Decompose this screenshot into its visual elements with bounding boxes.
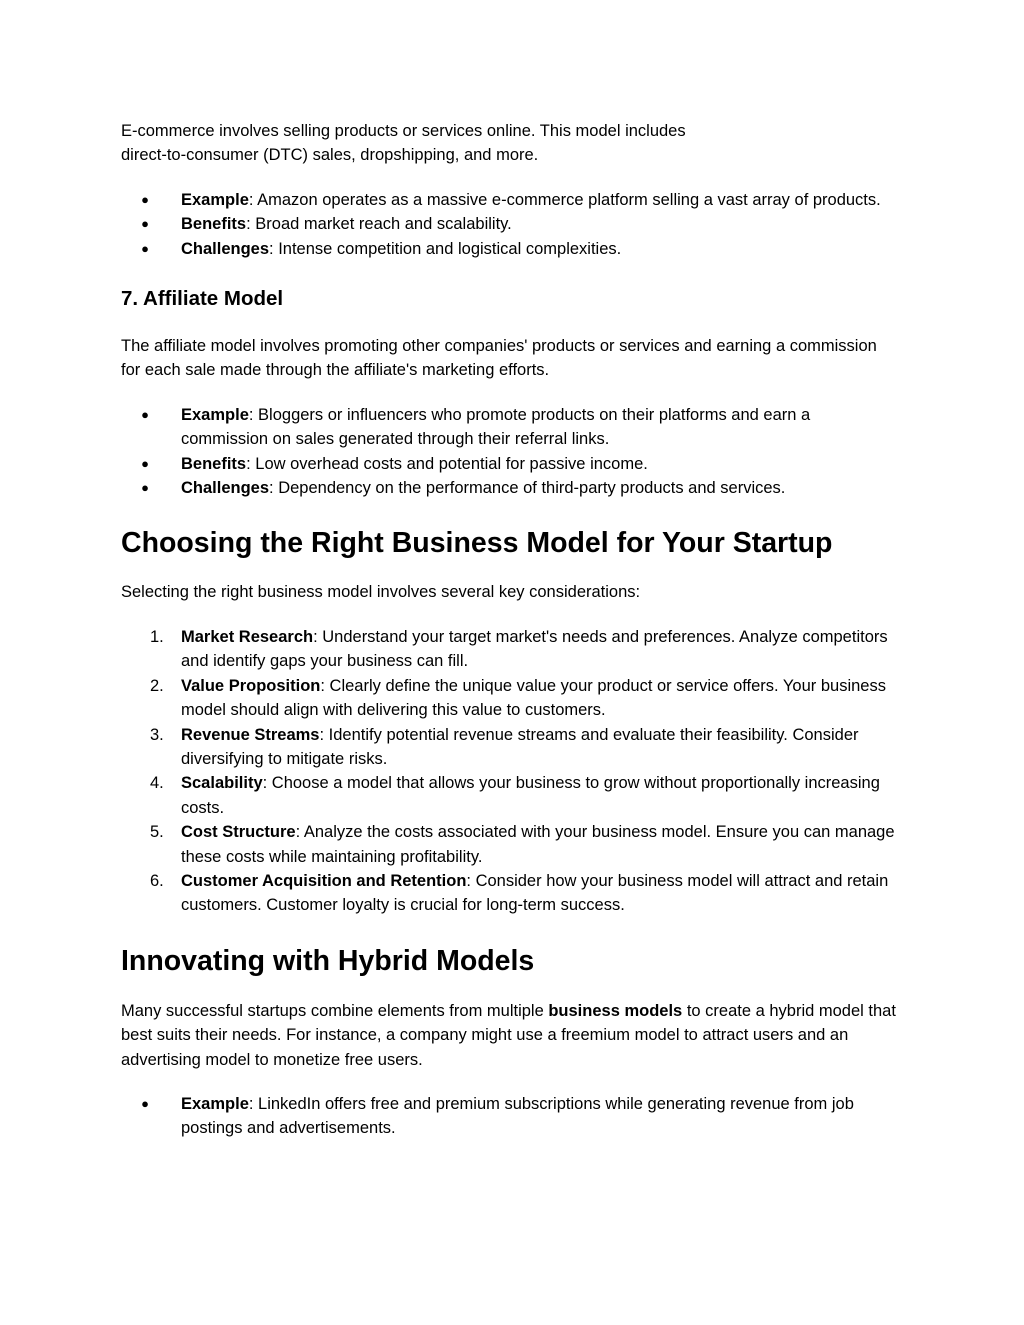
hybrid-intro-after: to create a hybrid model that best suits their needs. For instance, a company might use a freemium model to attract users and an advertising model to monetize free users. <box>121 1001 896 1069</box>
affiliate-intro: The affiliate model involves promoting other companies' products or services and earning a commission for each sale made through the affiliate's marketing efforts. <box>121 337 877 380</box>
item-text: : Amazon operates as a massive e-commerce platform selling a vast array of products. <box>248 190 881 209</box>
item-label: Example <box>181 1094 249 1113</box>
item-text: : Low overhead costs and potential for passive income. <box>246 454 648 473</box>
ecommerce-bullets <box>121 188 891 261</box>
list-item <box>121 476 891 500</box>
item-label: Challenges <box>181 239 270 258</box>
item-text: : Analyze the costs associated with your business model. Ensure you can manage these costs while maintaining profitability. <box>181 823 895 866</box>
hybrid-bullets <box>121 1092 911 1141</box>
bullet-icon: ● <box>141 216 149 232</box>
item-number: 3. <box>150 725 164 744</box>
item-text: : Bloggers or influencers who promote products on their platforms and earn a commission on sales generated through their referral links. <box>181 405 811 449</box>
ecommerce-intro-line1: E-commerce involves selling products or services online. This model includes <box>121 122 686 140</box>
list-item <box>121 625 911 674</box>
list-item <box>121 212 891 236</box>
list-item <box>121 188 891 212</box>
hybrid-heading: Innovating with Hybrid Models <box>121 944 535 977</box>
item-text: : LinkedIn offers free and premium subscriptions while generating revenue from job postings and advertisements. <box>181 1094 854 1138</box>
bullet-icon: ● <box>141 1095 149 1111</box>
item-text: : Clearly define the unique value your product or service offers. Your business model should align with delivering this value to customers. <box>181 676 886 720</box>
item-number: 5. <box>150 823 164 842</box>
item-label: Customer Acquisition and Retention <box>181 871 467 890</box>
item-label: Benefits <box>181 454 247 473</box>
item-number: 2. <box>150 676 164 695</box>
list-item <box>121 723 911 772</box>
item-text: : Identify potential revenue streams and evaluate their feasibility. Consider diversifying to mitigate risks. <box>181 725 859 768</box>
item-label: Example <box>181 405 249 424</box>
hybrid-intro-bold: business models <box>548 1001 683 1020</box>
affiliate-bullets <box>121 403 891 501</box>
ecommerce-intro-line2: direct-to-consumer (DTC) sales, dropshipping, and more. <box>121 146 539 165</box>
item-text: : Broad market reach and scalability. <box>246 215 512 234</box>
ecommerce-intro <box>121 119 911 168</box>
item-label: Revenue Streams <box>181 725 320 744</box>
affiliate-heading: 7. Affiliate Model <box>121 287 284 311</box>
bullet-icon: ● <box>141 480 149 496</box>
item-text: : Intense competition and logistical complexities. <box>269 239 622 258</box>
list-item <box>121 820 911 869</box>
hybrid-intro-before: Many successful startups combine elements from multiple <box>121 1001 549 1020</box>
item-number: 6. <box>150 871 164 890</box>
item-label: Scalability <box>181 774 263 793</box>
list-item <box>121 869 911 918</box>
choosing-intro: Selecting the right business model involves several key considerations: <box>121 583 641 602</box>
bullet-icon: ● <box>141 191 149 207</box>
list-item <box>121 771 911 820</box>
bullet-icon: ● <box>141 455 149 471</box>
choosing-heading: Choosing the Right Business Model for Your Startup <box>121 527 833 560</box>
bullet-icon: ● <box>141 240 149 256</box>
item-number: 1. <box>150 627 164 646</box>
item-label: Example <box>181 190 249 209</box>
item-label: Benefits <box>181 215 247 234</box>
list-item <box>121 237 891 261</box>
item-label: Challenges <box>181 479 270 498</box>
item-label: Value Proposition <box>181 676 321 695</box>
list-item <box>121 1092 911 1141</box>
list-item <box>121 452 891 476</box>
item-text: : Understand your target market's needs and preferences. Analyze competitors and identify gaps your business can fill. <box>181 627 888 671</box>
item-text: : Choose a model that allows your business to grow without proportionally increasing costs. <box>181 774 880 817</box>
hybrid-intro <box>121 999 906 1072</box>
list-item <box>121 674 911 723</box>
item-label: Cost Structure <box>181 823 296 842</box>
item-text: : Dependency on the performance of third-party products and services. <box>269 479 786 498</box>
bullet-icon: ● <box>141 406 149 422</box>
item-label: Market Research <box>181 627 314 646</box>
choosing-list <box>121 625 911 918</box>
document-content <box>121 119 911 1141</box>
item-text: : Consider how your business model will attract and retain customers. Customer loyalty is crucial for long-term success. <box>181 871 889 915</box>
item-number: 4. <box>150 774 164 793</box>
list-item <box>121 403 891 452</box>
